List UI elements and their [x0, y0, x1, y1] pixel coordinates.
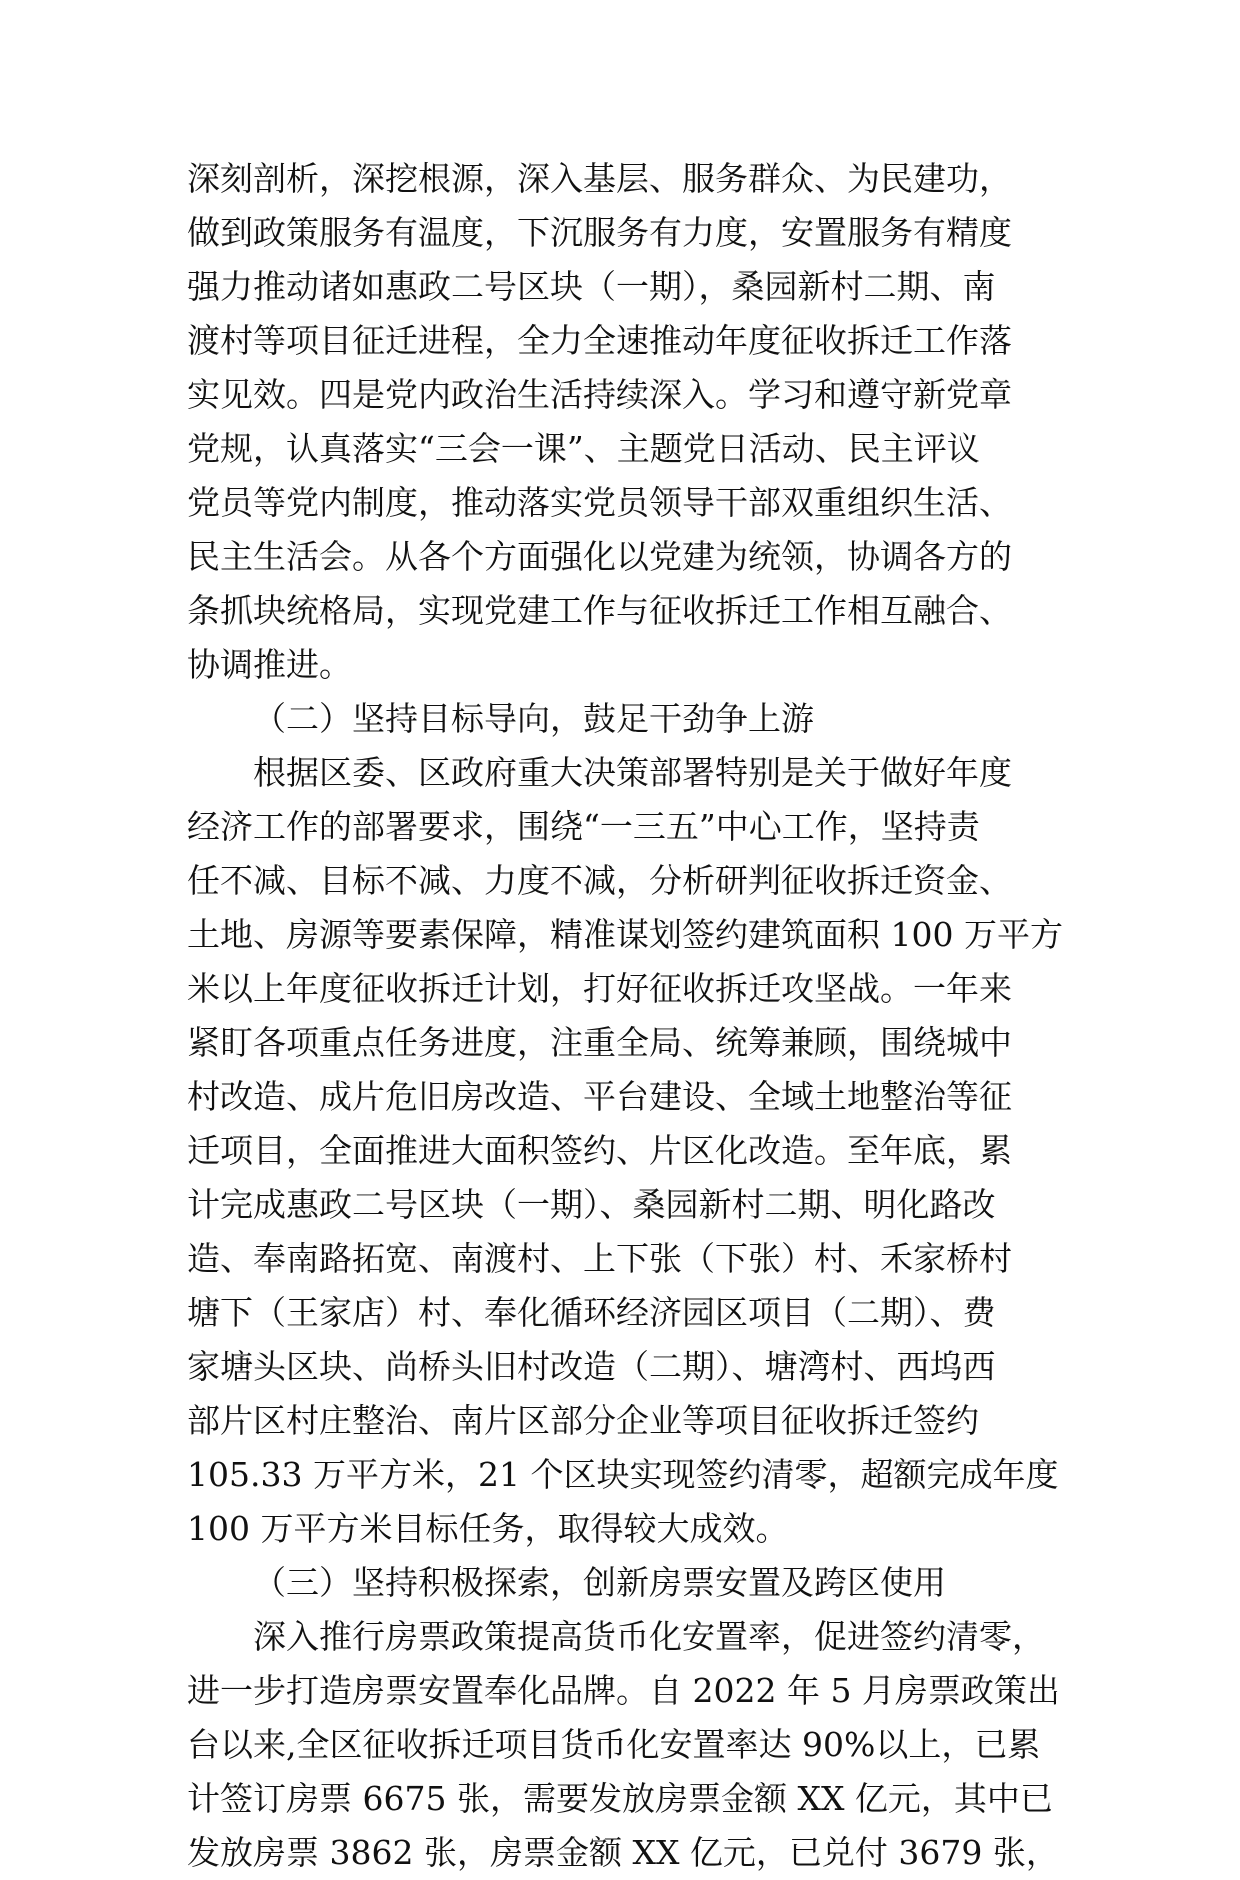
- text-line: 经济工作的部署要求，围绕“一三五”中心工作，坚持责: [187, 807, 980, 846]
- text-line: 家塘头区块、尚桥头旧村改造（二期）、塘湾村、西坞西: [187, 1347, 996, 1386]
- text-line: 米以上年度征收拆迁计划，打好征收拆迁攻坚战。一年来: [187, 969, 1012, 1008]
- text-line: 土地、房源等要素保障，精准谋划签约建筑面积 100 万平方: [187, 915, 1063, 954]
- text-line: 做到政策服务有温度，下沉服务有力度，安置服务有精度: [187, 213, 1012, 252]
- text-line: 台以来,全区征收拆迁项目货币化安置率达 90%以上，已累: [187, 1725, 1041, 1764]
- document-body: [187, 152, 1067, 1880]
- text-line: 发放房票 3862 张，房票金额 XX 亿元，已兑付 3679 张，: [187, 1833, 1059, 1872]
- paragraph-start-line: 根据区委、区政府重大决策部署特别是关于做好年度: [253, 753, 1012, 792]
- text-line: 民主生活会。从各个方面强化以党建为统领，协调各方的: [187, 537, 1012, 576]
- text-line: 塘下（王家店）村、奉化循环经济园区项目（二期）、费: [187, 1293, 996, 1332]
- text-line: 迁项目，全面推进大面积签约、片区化改造。至年底，累: [187, 1131, 1012, 1170]
- text-line: 协调推进。: [187, 645, 352, 684]
- text-line: 进一步打造房票安置奉化品牌。自 2022 年 5 月房票政策出: [187, 1671, 1060, 1710]
- text-line: 渡村等项目征迁进程，全力全速推动年度征收拆迁工作落: [187, 321, 1012, 360]
- text-line: 强力推动诸如惠政二号区块（一期），桑园新村二期、南: [187, 267, 996, 306]
- text-line: 100 万平方米目标任务，取得较大成效。: [187, 1509, 789, 1548]
- text-line: 党规，认真落实“三会一课”、主题党日活动、民主评议: [187, 429, 980, 468]
- text-line: 条抓块统格局，实现党建工作与征收拆迁工作相互融合、: [187, 591, 1012, 630]
- text-line: 任不减、目标不减、力度不减，分析研判征收拆迁资金、: [187, 861, 1012, 900]
- text-line: 村改造、成片危旧房改造、平台建设、全域土地整治等征: [187, 1077, 1012, 1116]
- paragraph-start-line: 深入推行房票政策提高货币化安置率，促进签约清零，: [253, 1617, 1045, 1656]
- text-line: 计完成惠政二号区块（一期）、桑园新村二期、明化路改: [187, 1185, 996, 1224]
- text-line: 紧盯各项重点任务进度，注重全局、统筹兼顾，围绕城中: [187, 1023, 1012, 1062]
- section-heading-2: （二）坚持目标导向，鼓足干劲争上游: [253, 699, 814, 738]
- text-line: 造、奉南路拓宽、南渡村、上下张（下张）村、禾家桥村: [187, 1239, 1012, 1278]
- text-line: 实见效。四是党内政治生活持续深入。学习和遵守新党章: [187, 375, 1012, 414]
- text-line: 党员等党内制度，推动落实党员领导干部双重组织生活、: [187, 483, 1012, 522]
- text-line: 计签订房票 6675 张，需要发放房票金额 XX 亿元，其中已: [187, 1779, 1053, 1818]
- text-line: 深刻剖析，深挖根源，深入基层、服务群众、为民建功，: [187, 159, 1012, 198]
- text-line: 部片区村庄整治、南片区部分企业等项目征收拆迁签约: [187, 1401, 979, 1440]
- section-heading-3: （三）坚持积极探索，创新房票安置及跨区使用: [253, 1563, 946, 1602]
- text-line: 105.33 万平方米，21 个区块实现签约清零，超额完成年度: [187, 1455, 1059, 1494]
